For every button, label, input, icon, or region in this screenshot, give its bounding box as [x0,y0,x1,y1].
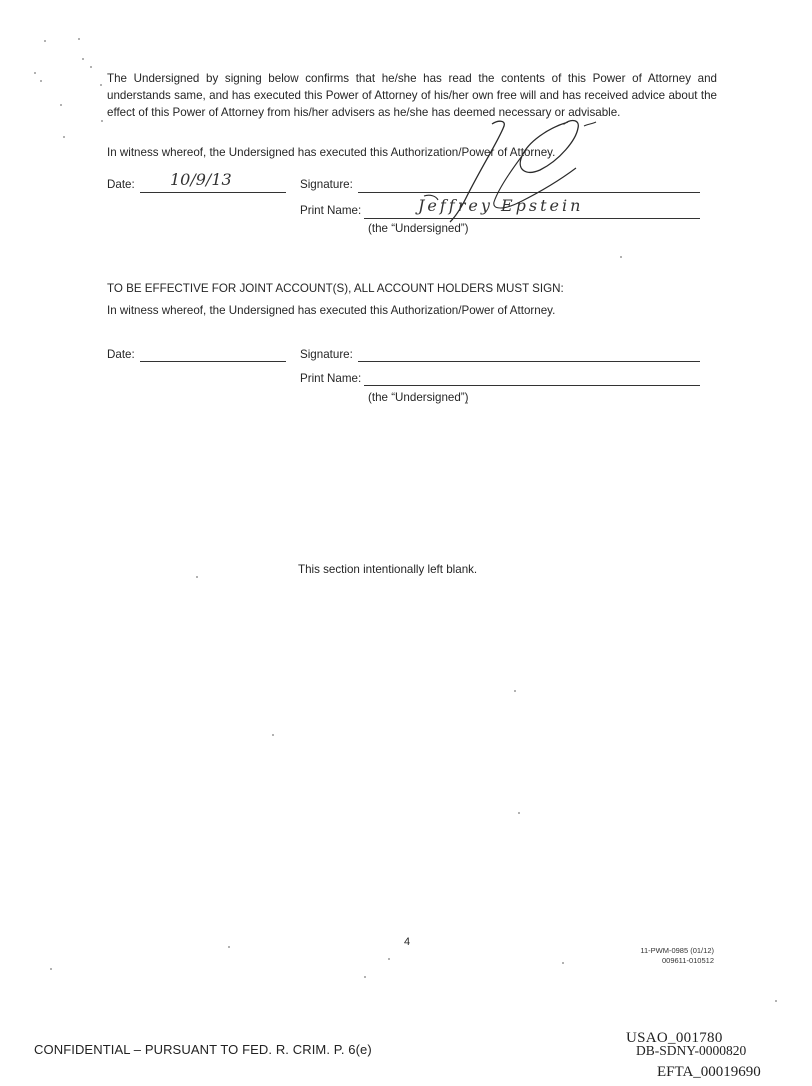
joint-undersigned-caption: (the “Undersigned”) [368,391,469,404]
bates-efta: EFTA_00019690 [657,1064,761,1080]
confirmation-paragraph: The Undersigned by signing below confirms that he/she has read the contents of this Power of Attorney and understands same, and has executed this Power of Attorney of his/her own free will and has received advice about the effect of this Power of Attorney from his/her advisers as he/she has deemed necessary or advisable. [107,72,717,119]
joint-date-label: Date: [107,348,135,361]
form-code-line-2: 009611-010512 [662,956,714,965]
form-code-line-1: 11-PWM-0985 (01/12) [640,946,714,955]
joint-signature-line [358,361,700,362]
blank-section-notice: This section intentionally left blank. [298,563,478,576]
joint-print-name-label: Print Name: [300,372,362,385]
handwritten-print-name: Jeffrey Epstein [418,196,584,215]
joint-signature-label: Signature: [300,348,353,361]
joint-witness-statement: In witness whereof, the Undersigned has executed this Authorization/Power of Attorney. [107,304,556,317]
handwritten-date: 10/9/13 [170,170,232,189]
undersigned-caption: (the “Undersigned”) [368,222,469,235]
signature-scrawl [400,110,600,230]
bates-usao: USAO_001780 [626,1030,723,1046]
date-label: Date: [107,178,135,191]
joint-account-heading: TO BE EFFECTIVE FOR JOINT ACCOUNT(S), ALL ACCOUNT HOLDERS MUST SIGN: [107,282,564,295]
signature-label: Signature: [300,178,353,191]
joint-print-name-line [364,385,700,386]
print-name-label: Print Name: [300,204,362,217]
witness-statement: In witness whereof, the Undersigned has executed this Authorization/Power of Attorney. [107,146,556,159]
date-line [140,192,286,193]
joint-date-line [140,361,286,362]
form-code [612,946,714,966]
bates-db-sdny: DB-SDNY-0000820 [636,1043,747,1058]
confidential-notice: CONFIDENTIAL – PURSUANT TO FED. R. CRIM. P. 6(e) [34,1042,372,1057]
page-number: 4 [404,936,411,948]
